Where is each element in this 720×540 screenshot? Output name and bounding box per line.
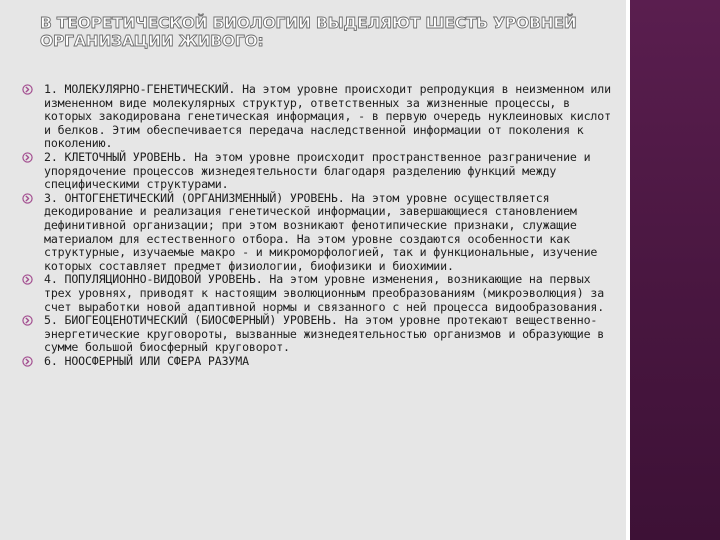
list-item-population-species (22, 273, 622, 314)
slide-title-line-1: В ТЕОРЕТИЧЕСКОЙ БИОЛОГИИ ВЫДЕЛЯЮТ ШЕСТЬ УРОВНЕЙ (40, 14, 577, 32)
list-item-text: 4. ПОПУЛЯЦИОННО-ВИДОВОЙ УРОВЕНЬ. На этом уровне изменения, возникающие на первых трех уровнях, приводят к настоящим эволюционным преобразованиям (микроэволюция) за счет выработки новой адаптивной нормы и связанного с ней процесса видообразования. (44, 272, 605, 314)
list-item-biogeocenotic (22, 314, 622, 355)
circled-arrow-bullet-icon (22, 356, 33, 367)
list-item-text: 1. МОЛЕКУЛЯРНО-ГЕНЕТИЧЕСКИЙ. На этом уровне происходит репродукция в неизменном или измененном виде молекулярных структур, ответственных за жизненные процессы, в которых закодирована генетическая информация, - в первую очередь нуклеиновых кислот и белков. Этим обеспечивается передача наследственной информации от поколения к поколению. (44, 82, 611, 151)
decorative-side-bar (630, 0, 720, 540)
side-divider (626, 0, 628, 540)
circled-arrow-bullet-icon (22, 84, 33, 95)
list-item-molecular-genetic (22, 83, 622, 151)
list-item-ontogenetic (22, 192, 622, 274)
levels-list (22, 83, 622, 368)
circled-arrow-bullet-icon (22, 315, 33, 326)
circled-arrow-bullet-icon (22, 152, 33, 163)
circled-arrow-bullet-icon (22, 193, 33, 204)
list-item-cellular (22, 151, 622, 192)
list-item-text: 5. БИОГЕОЦЕНОТИЧЕСКИЙ (БИОСФЕРНЫЙ) УРОВЕНЬ. На этом уровне протекают вещественно-энергетические круговороты, вызванные жизнедеятельностью организмов и образующие в сумме большой биосферный круговорот. (44, 313, 605, 355)
list-item-text: 2. КЛЕТОЧНЫЙ УРОВЕНЬ. На этом уровне происходит пространственное разграничение и упорядочение процессов жизнедеятельности благодаря разделению функций между специфическими структурами. (44, 149, 591, 192)
list-item-noospheric (22, 355, 622, 369)
list-item-text: 6. НООСФЕРНЫЙ ИЛИ СФЕРА РАЗУМА (44, 353, 249, 368)
slide-title (40, 14, 600, 50)
slide-title-line-2: ОРГАНИЗАЦИИ ЖИВОГО: (40, 32, 264, 50)
circled-arrow-bullet-icon (22, 274, 33, 285)
list-item-text: 3. ОНТОГЕНЕТИЧЕСКИЙ (ОРГАНИЗМЕННЫЙ) УРОВЕНЬ. На этом уровне осуществляется декодирование и реализация генетической информации, завершающиеся становлением дефинитивной организации; при этом возникают фенотипические признаки, служащие материалом для естественного отбора. На этом уровне создаются особенности как структурные, изучаемые макро - и микроморфологией, так и функциональные, изучение которых составляет предмет физиологии, биофизики и биохимии. (44, 190, 598, 273)
